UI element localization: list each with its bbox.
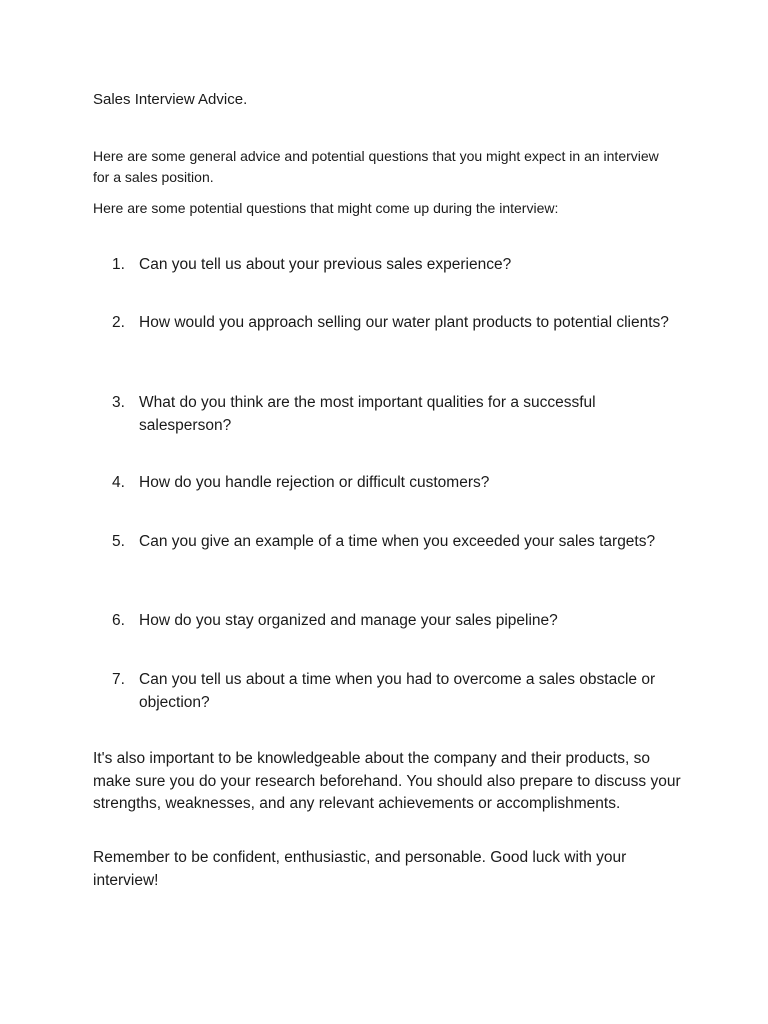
document-title: Sales Interview Advice. <box>93 91 248 108</box>
question-item <box>112 391 672 437</box>
question-item <box>112 311 672 334</box>
question-number: 3. <box>112 394 125 411</box>
question-text: How would you approach selling our water plant products to potential clients? <box>139 314 669 331</box>
question-text: What do you think are the most important qualities for a successful salesperson? <box>139 394 596 434</box>
question-text: Can you tell us about a time when you had to overcome a sales obstacle or objection? <box>139 671 656 711</box>
intro-paragraph-questions: Here are some potential questions that might come up during the interview: <box>93 200 559 216</box>
question-number: 2. <box>112 314 125 331</box>
question-number: 1. <box>112 256 125 273</box>
question-text: How do you stay organized and manage your sales pipeline? <box>139 612 558 629</box>
question-item <box>112 471 672 494</box>
question-item <box>112 253 672 276</box>
closing-paragraph-good-luck: Remember to be confident, enthusiastic, and personable. Good luck with your interview! <box>93 849 627 889</box>
closing-paragraph-research: It's also important to be knowledgeable about the company and their products, so make sure you do your research beforehand. You should also prepare to discuss your strengths, weaknesses, and any relevant achievements or accomplishments. <box>93 750 681 812</box>
question-text: Can you tell us about your previous sales experience? <box>139 256 512 273</box>
question-text: How do you handle rejection or difficult customers? <box>139 474 490 491</box>
question-item <box>112 530 672 553</box>
question-text: Can you give an example of a time when you exceeded your sales targets? <box>139 533 656 550</box>
question-number: 4. <box>112 474 125 491</box>
question-number: 7. <box>112 671 125 688</box>
intro-paragraph-general: Here are some general advice and potential questions that you might expect in an interview for a sales position. <box>93 148 659 185</box>
question-item <box>112 668 672 714</box>
question-item <box>112 609 672 632</box>
question-number: 5. <box>112 533 125 550</box>
question-number: 6. <box>112 612 125 629</box>
